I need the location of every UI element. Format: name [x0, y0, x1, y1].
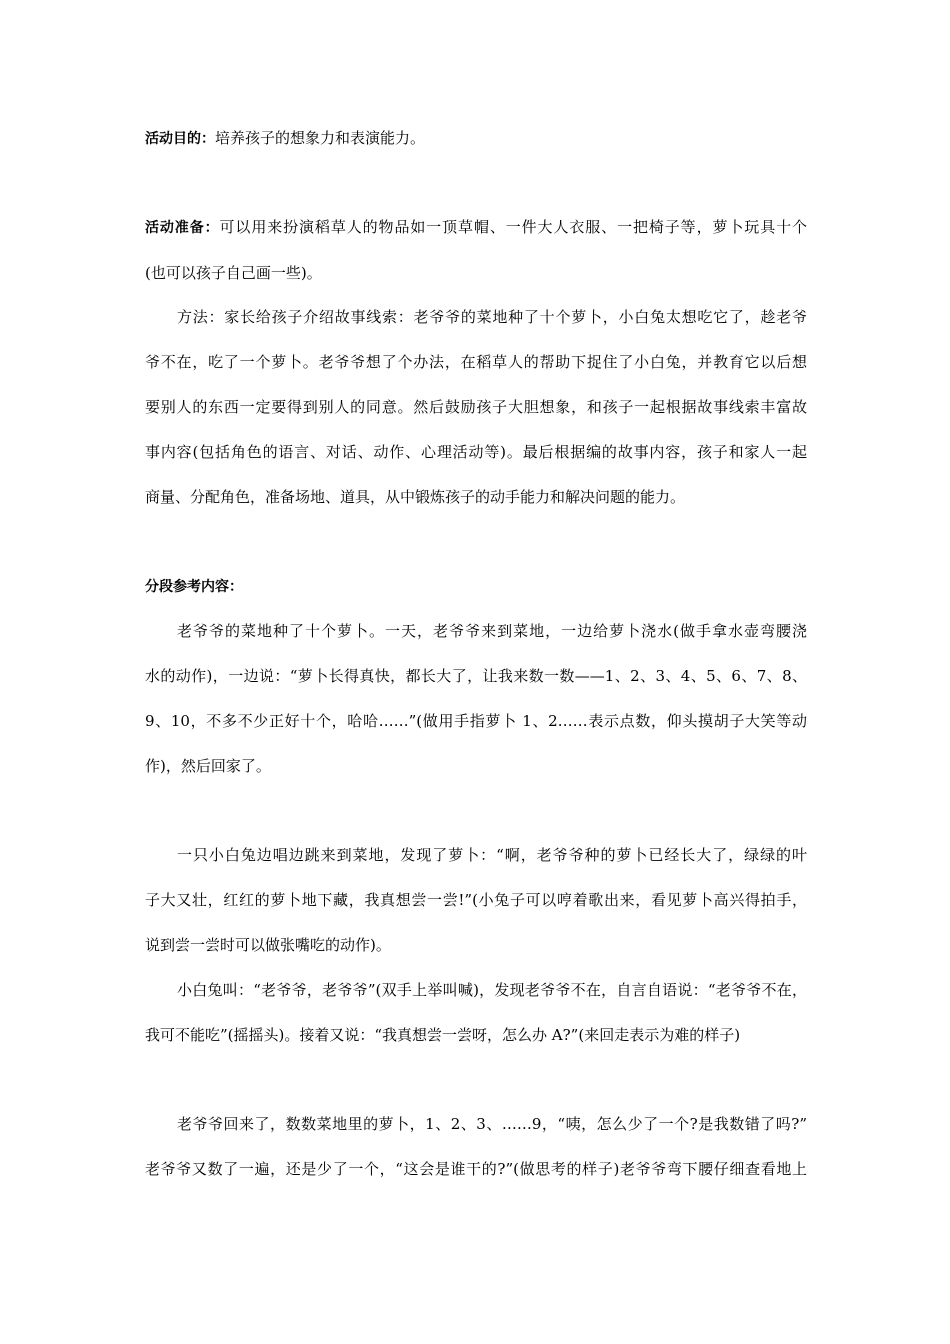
preparation-text-1: 可以用来扮演稻草人的物品如一顶草帽、一件大人衣服、一把椅子等，萝卜玩具十个 — [219, 218, 807, 236]
para4-line-2: 老爷爷又数了一遍，还是少了一个，“这会是谁干的?”(做思考的样子)老爷爷弯下腰仔细查看地上 — [145, 1160, 807, 1178]
para3-line-1: 小白兔叫：“老爷爷，老爷爷”(双手上举叫喊)，发现老爷爷不在，自言自语说：“老爷爷不在， — [177, 981, 807, 999]
reference-heading — [145, 576, 243, 597]
method-line-5: 商量、分配角色，准备场地、道具，从中锻炼孩子的动手能力和解决问题的能力。 — [145, 488, 686, 506]
preparation-line-1 — [145, 217, 807, 238]
para1-line-4: 作)，然后回家了。 — [145, 757, 271, 775]
para1-line-2: 水的动作)，一边说：“萝卜长得真快，都长大了，让我来数一数——1、2、3、4、5、6、7、8、 — [145, 667, 807, 685]
para2-line-3: 说到尝一尝时可以做张嘴吃的动作)。 — [145, 936, 391, 954]
method-line-4: 事内容(包括角色的语言、对话、动作、心理活动等)。最后根据编的故事内容，孩子和家人一起 — [145, 443, 807, 461]
para3-line-2: 我可不能吃”(摇摇头)。接着又说：“我真想尝一尝呀，怎么办 A?”(来回走表示为难的样子) — [145, 1026, 741, 1044]
method-line-1: 方法：家长给孩子介绍故事线索：老爷爷的菜地种了十个萝卜，小白兔太想吃它了，趁老爷 — [177, 308, 807, 326]
preparation-line-2: (也可以孩子自己画一些)。 — [145, 264, 322, 282]
purpose-text: 培养孩子的想象力和表演能力。 — [215, 129, 426, 147]
para2-line-1: 一只小白兔边唱边跳来到菜地，发现了萝卜：“啊，老爷爷种的萝卜已经长大了，绿绿的叶 — [177, 846, 807, 864]
para2-line-2: 子大又壮，红红的萝卜地下藏，我真想尝一尝!”(小兔子可以哼着歌出来，看见萝卜高兴得拍手， — [145, 891, 807, 909]
method-line-3: 要别人的东西一定要得到别人的同意。然后鼓励孩子大胆想象，和孩子一起根据故事线索丰富故 — [145, 398, 807, 416]
purpose-line — [145, 128, 425, 149]
purpose-label: 活动目的： — [145, 131, 215, 147]
para1-line-3: 9、10，不多不少正好十个，哈哈……”(做用手指萝卜 1、2……表示点数，仰头摸胡子大笑等动 — [145, 712, 807, 730]
method-line-2: 爷不在，吃了一个萝卜。老爷爷想了个办法，在稻草人的帮助下捉住了小白兔，并教育它以后想 — [145, 353, 807, 371]
preparation-label: 活动准备： — [145, 220, 220, 236]
reference-label: 分段参考内容： — [145, 579, 243, 595]
para1-line-1: 老爷爷的菜地种了十个萝卜。一天，老爷爷来到菜地，一边给萝卜浇水(做手拿水壶弯腰浇 — [177, 622, 807, 640]
para4-line-1: 老爷爷回来了，数数菜地里的萝卜，1、2、3、……9，“咦，怎么少了一个?是我数错了吗?” — [177, 1115, 807, 1133]
